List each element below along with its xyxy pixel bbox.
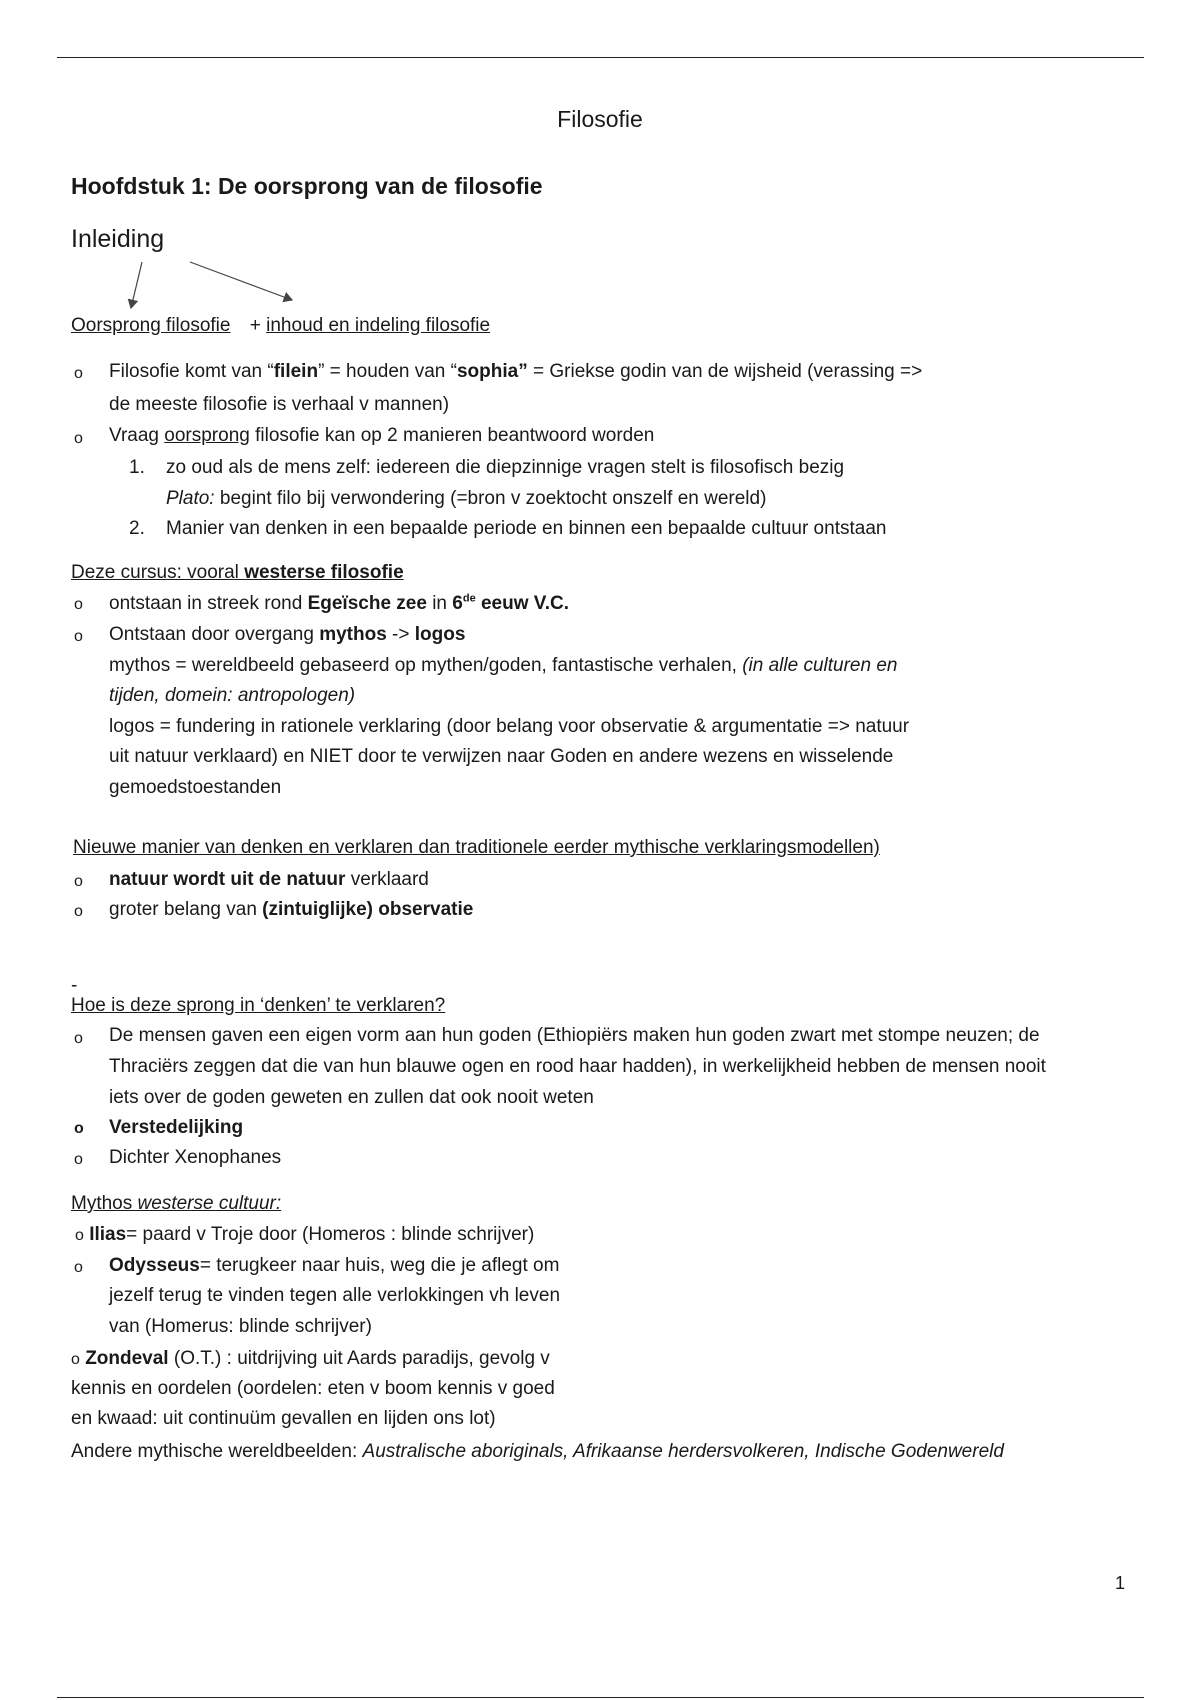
list-number: 1. bbox=[129, 457, 145, 478]
list-item-continued: en kwaad: uit continuüm gevallen en lijden ons lot) bbox=[71, 1408, 496, 1429]
definition-logos: logos = fundering in rationele verklaring (door belang voor observatie & argumentatie => natuur bbox=[109, 716, 910, 737]
definition-mythos: mythos = wereldbeeld gebaseerd op mythen/goden, fantastische verhalen, (in alle culturen en bbox=[109, 655, 898, 676]
list-item-continued: Thraciërs zeggen dat die van hun blauwe ogen en rood haar hadden), in werkelijkheid hebben de mensen nooit bbox=[109, 1056, 1046, 1077]
definition-mythos-continued: tijden, domein: antropologen) bbox=[109, 685, 356, 706]
bullet-icon: o bbox=[71, 1351, 80, 1368]
definition-logos-continued: uit natuur verklaard) en NIET door te verwijzen naar Goden en andere wezens en wisselende bbox=[109, 746, 894, 767]
bullet-icon: o bbox=[74, 903, 83, 920]
bullet-icon: o bbox=[74, 1151, 83, 1168]
intro-heading: Inleiding bbox=[71, 225, 165, 253]
other-worldviews: Andere mythische wereldbeelden: Australische aboriginals, Afrikaanse herdersvolkeren, Indische Godenwereld bbox=[71, 1441, 1004, 1462]
bullet-icon: o bbox=[74, 873, 83, 890]
section-heading-course: Deze cursus: vooral westerse filosofie bbox=[71, 562, 404, 583]
bullet-icon: o bbox=[74, 365, 83, 382]
bullet-icon: o bbox=[74, 628, 83, 645]
list-item-zondeval: o Zondeval (O.T.) : uitdrijving uit Aards paradijs, gevolg v bbox=[71, 1348, 550, 1369]
list-item-continued: Plato: begint filo bij verwondering (=bron v zoektocht onszelf en wereld) bbox=[166, 488, 767, 509]
list-item: ontstaan in streek rond Egeïsche zee in 6de eeuw V.C. bbox=[109, 592, 569, 614]
list-item: Manier van denken in een bepaalde periode en binnen een bepaalde cultuur ontstaan bbox=[166, 518, 887, 539]
list-item-continued: kennis en oordelen (oordelen: eten v boom kennis v goed bbox=[71, 1378, 555, 1399]
list-item: natuur wordt uit de natuur verklaard bbox=[109, 869, 429, 890]
list-item: Dichter Xenophanes bbox=[109, 1147, 282, 1168]
section-heading-mythos: Mythos westerse cultuur: bbox=[71, 1193, 282, 1214]
bullet-icon: o bbox=[74, 1030, 83, 1047]
header-rule bbox=[57, 57, 1144, 58]
section-heading-new-thinking: Nieuwe manier van denken en verklaren dan traditionele eerder mythische verklaringsmodellen) bbox=[73, 837, 880, 858]
section-heading-origin: Oorsprong filosofie + inhoud en indeling filosofie bbox=[71, 315, 491, 336]
list-item: Filosofie komt van “filein” = houden van “sophia” = Griekse godin van de wijsheid (verassing => bbox=[109, 361, 923, 382]
list-item-continued: iets over de goden geweten en zullen dat ook nooit weten bbox=[109, 1087, 594, 1108]
bullet-icon: o bbox=[74, 430, 83, 447]
list-item: zo oud als de mens zelf: iedereen die diepzinnige vragen stelt is filosofisch bezig bbox=[166, 457, 845, 478]
list-item-continued: van (Homerus: blinde schrijver) bbox=[109, 1316, 372, 1337]
arrow-down bbox=[131, 262, 142, 308]
list-item-continued: jezelf terug te vinden tegen alle verlokkingen vh leven bbox=[109, 1285, 561, 1306]
list-item-ilias: o Ilias= paard v Troje door (Homeros : blinde schrijver) bbox=[75, 1224, 535, 1245]
list-number: 2. bbox=[129, 518, 145, 539]
section-heading-explain: Hoe is deze sprong in ‘denken’ te verklaren? bbox=[71, 995, 446, 1016]
bullet-icon: o bbox=[74, 596, 83, 613]
list-item: De mensen gaven een eigen vorm aan hun goden (Ethiopiërs maken hun goden zwart met stompe neuzen; de bbox=[109, 1025, 1040, 1046]
chapter-heading: Hoofdstuk 1: De oorsprong van de filosofie bbox=[71, 173, 543, 199]
list-item: groter belang van (zintuiglijke) observatie bbox=[109, 899, 474, 920]
list-item: Ontstaan door overgang mythos -> logos bbox=[109, 624, 466, 645]
list-item-continued: de meeste filosofie is verhaal v mannen) bbox=[109, 394, 450, 415]
bullet-icon: o bbox=[74, 1120, 84, 1137]
bullet-icon: o bbox=[74, 1259, 83, 1276]
document-title: Filosofie bbox=[557, 106, 643, 132]
bullet-icon: o bbox=[75, 1227, 84, 1244]
stray-dash: - bbox=[71, 975, 78, 996]
definition-logos-continued: gemoedstoestanden bbox=[109, 777, 282, 798]
arrow-right bbox=[190, 262, 292, 300]
intro-arrows bbox=[0, 0, 1200, 330]
list-item: Verstedelijking bbox=[109, 1117, 244, 1138]
list-item: Vraag oorsprong filosofie kan op 2 manieren beantwoord worden bbox=[109, 425, 655, 446]
list-item-odysseus: Odysseus= terugkeer naar huis, weg die je aflegt om bbox=[109, 1255, 560, 1276]
page-number: 1 bbox=[1115, 1573, 1126, 1593]
footer-rule bbox=[57, 1697, 1144, 1698]
